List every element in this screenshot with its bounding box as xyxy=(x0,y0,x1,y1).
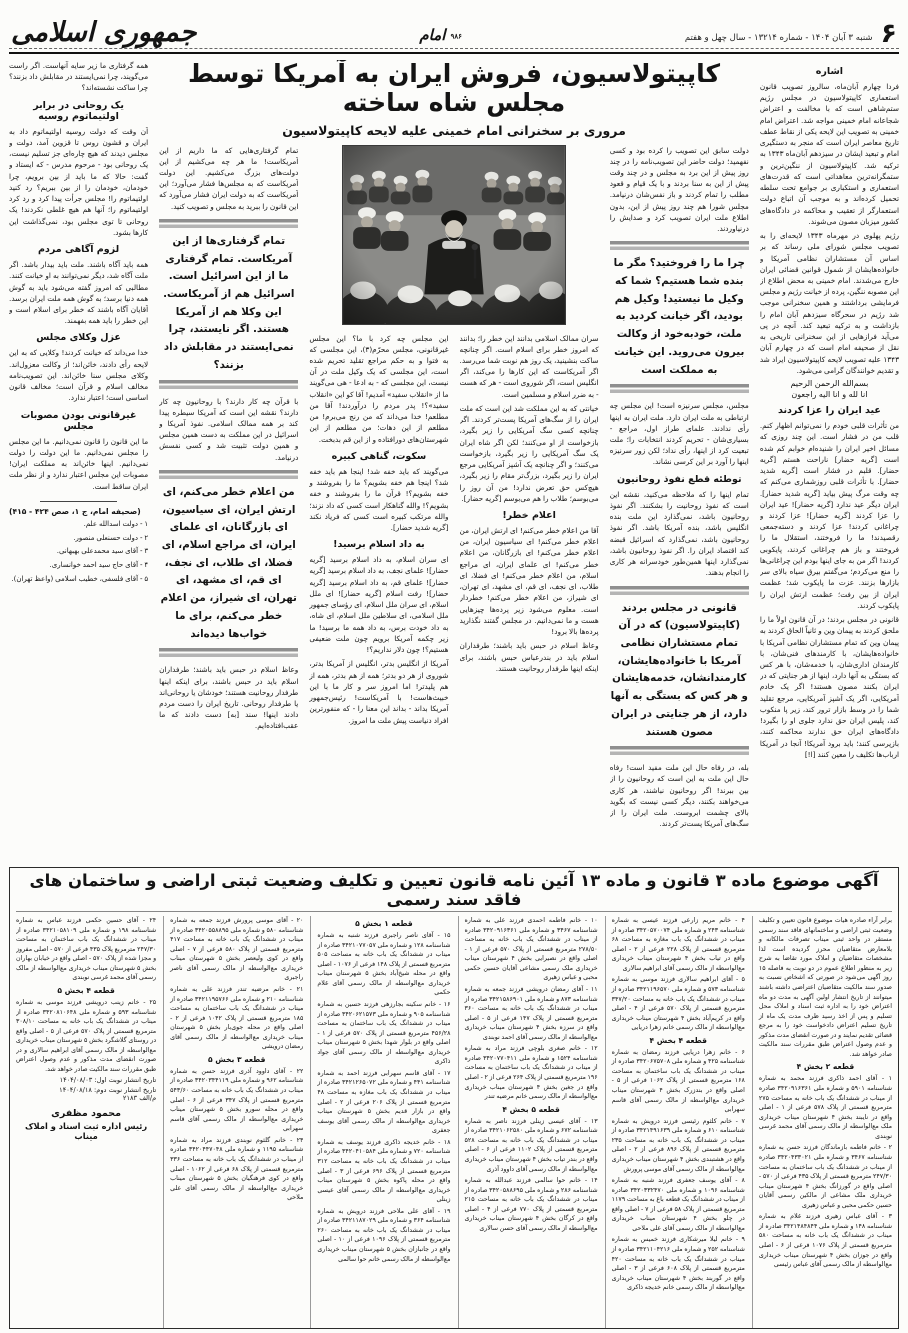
body-text: آقا من اعلام خطر می‌کنم! ای ارتش ایران، من اعلام خطر می‌کنم! ای سیاسیون ایران، من اعلام خطر می‌کنم! ای بازرگانان، من اعلام خطر می‌کنم! ای علمای ایران، ای مراجع اسلام، من اعلام خطر می‌کنم! ای فضلا، ای طلاب، ای نجف، ای قم، ای مشهد، ای تهران، ای شیراز، من اعلام خطر می‌کنم! خطردار است. معلوم می‌شود زیر پرده‌ها چیزهایی هست و ما نمی‌دانیم. در مجلس گفتند نگذارید پرده‌ها بالا برود! xyxy=(459,526,599,637)
sub-headline: اعلام خطر! xyxy=(502,510,556,522)
article-column-1 xyxy=(760,60,899,860)
body-text: آمریکا از انگلیس بدتر، انگلیس از آمریکا بدتر، شوروی از هر دو بدتر؛ همه از هم بدتر، همه از هم پلیدتر! اما امروز سر و کار ما با این خبیث‌هاست! با آمریکاست! رئیس‌جمهور آمریکا بداند - بداند این معنا را - که منفورترین افراد دنیاست پیش ملت ما امروز. xyxy=(309,659,449,725)
body-text: همه گرفتاری ما زیر سایه آنهاست. اگر راست می‌گویند، چرا نمی‌ایستند در مقابلش داد بزنند؟ چرا ساکت نشسته‌اند؟ xyxy=(9,61,149,93)
sub-headline: توطئه قطع نفوذ روحانیون xyxy=(617,473,742,485)
footnote: ۱ - دولت اسدالله علم. xyxy=(83,519,149,528)
body-text: وعاظ اسلام در حبس باید باشند؛ طرفداران اسلام باید در حبس باشند، برای اینکه اینها طرفدار روحانیت هستند؛ خودشان یا روحانی‌اند یا طرفدار روحانی. تاریخ ایران را دست مردم دادند اینها! سند [به] دست دادند که ما عقب‌افتاده‌ایم. xyxy=(159,665,299,731)
sub-headline-main: مروری بر سخنرانی امام خمینی علیه لایحه کاپیتولاسیون xyxy=(282,122,626,138)
ad-entry: ۱۰ - خانم فاطمه احمدی فرزند علی به شماره شناسنامه ۳۴۶۷ و شماره ملی ۳۴۲۰۹۱۶۳۶۱ صادره از میناب در ششدانگ یک باب خانه به مساحت ۲۷۸/۵۰ مترمربع قسمتی از پلاک ۵۷۰ فرعی از ۱ - اصلی واقع در نصیرایی بخش ۴ شهرستان میناب خریداری ملک رسمی مشاعی آقایان حسین حکمی محبی و عباس زهیری xyxy=(464,917,598,982)
body-text: قانونی در مجلس بردند؛ در آن قانون اولاً ما را ملحق کردند به پیمان وین و ثانیاً الحاق کردند به پیمان وین که تمام مستشاران نظامی آمریکا با خانواده‌هایشان، با کارمندهای فنی‌شان، با کارمندان اداری‌شان، با خدمه‌شان، با هر کس که بستگی به آنها دارد، اینها از هر جنایتی که در ایران بکنند مصون هستند! اگر یک خادم آمریکایی، اگر یک آشپز آمریکایی، مرجع تقلید شما را در وسط بازار ترور کند، زیر پا منکوب کند، پلیس ایران حق ندارد جلوی او را بگیرد! دادگاه‌های ایران حق ندارند محاکمه کنند، بازپرسی کنند؛ باید برود آمریکا! آنجا در آمریکا ارباب‌ها تکلیف را معین کنند [ا!] xyxy=(759,615,899,759)
pull-quote: قانونی در مجلس بردند (کاپیتولاسیون) که در آن تمام مستشاران نظامی آمریکا با خانواده‌هایشان، کارمندانشان، خدمه‌هایشان و هر کس که بستگی به آنها دارد، از هر جنایتی در ایران مصون هستند xyxy=(610,586,749,756)
page-number: ۶ xyxy=(880,17,897,49)
article-middle xyxy=(159,60,749,860)
ad-entry: ۶ - خانم زهرا دریایی فرزند رمضان به شماره شناسنامه ۴۲۵ و شماره ملی ۳۴۲۰۶۷۵۷۰۸ صادره از میناب در ششدانگ یک باب ساختمان به مساحت ۱۶۸ مترمربع قسمتی از پلاک ۱۰۶۲ فرعی از ۵ - اصلی واقع در بندزرک بخش ۴ شهرستان میناب خریداری مع‌الواسطه از مالک رسمی آقای قاسم سهرابی xyxy=(611,1048,745,1114)
body-text: رژیم پهلوی در مهرماه ۱۳۴۳ لایحه‌ای را به تصویب مجلس شورای ملی رساند که بر اساس آن مستشاران نظامی آمریکا و خانواده‌هایشان از شمول قوانین قضائی ایران خارج می‌شدند. امام خمینی به محض اطلاع از این مصوبه ننگین، پرده از خیانت رژیم و مجلس فرمایشی برداشتند و همین سخنرانی موجب شد رژیم در سحرگاه سیزدهم آبان امام را بازداشت و به ترکیه تبعید کند. آنچه در پی می‌آید فرازهایی از این سخنرانی تاریخی به نقل از صحیفه امام است که در چهارم آبان ۱۳۴۳ علیه تصویب لایحه کاپیتولاسیون ایراد شد و تقدیم خوانندگان گرامی می‌شود. xyxy=(759,231,899,375)
page-header-right xyxy=(684,17,897,49)
sub-headline: عزل وکلای مجلس xyxy=(36,332,121,344)
ad-entry: ۲۵ - خانم زینب درویشی فرزند موسی به شماره شناسنامه ۵۹۳ و شماره ملی ۳۴۲۰۸۱۰۶۴۸ صادره از میناب در ششدانگ یک باب خانه به مساحت ۳۰۸/۱۰ مترمربع قسمتی از پلاک ۵۷۰ فرعی از ۵ - اصلی واقع در روستای گلاشگرد بخش ۵ شهرستان میناب خریداری مع‌الواسطه از مالک رسمی آقای ابراهیم سالاری و در صورت انقضای مدت مذکور و عدم وصول اعتراض طبق مقررات سند مالکیت صادر خواهد شد. xyxy=(16,998,157,1073)
footnote: ۴ - آقای حاج سید احمد خوانساری. xyxy=(49,561,149,570)
article-column-2 xyxy=(610,145,749,861)
body-text: می‌گویند که باید خفه شد! اینجا هم باید خفه شد؟ اینجا هم خفه بشویم؟ ما را بفروشند و خفه بشویم؟! قرآن ما را بفروشند و خفه بشویم؟! والله گناهکار است کسی که داد نزند؛ والله مرتکب کبیره است کسی که فریاد نکند [گریه شدید حضار]. xyxy=(309,466,449,533)
ad-entry: برابر آراء صادره هیات موضوع قانون تعیین و تکلیف وضعیت ثبتی اراضی و ساختمانهای فاقد سند رسمی مستقر در واحد ثبتی میناب تصرفات مالکانه و بلامعارض متقاضیان محرز گردیده است لذا مشخصات متقاضیان و املاک مورد تقاضا به شرح زیر به منظور اطلاع عموم در دو نوبت به فاصله ۱۵ روز آگهی می‌شود در صورتی که اشخاص نسبت به صدور سند مالکیت متقاضیان اعتراضی داشته باشند میتوانند از تاریخ انتشار اولین آگهی به مدت دو ماه اعتراض خود را به اداره ثبت اسناد و املاک محل تسلیم و پس از اخذ رسید ظرف مدت یک ماه از تاریخ تسلیم اعتراض دادخواست خود را به مرجع قضائی تقدیم نمایند و در صورت انقضای مدت مذکور و عدم وصول اعتراض طبق مقررات سند مالکیت صادر خواهد شد. xyxy=(758,917,892,1058)
dateline: شنبه ۳ آبان ۱۴۰۴ - شماره ۱۳۲۱۴ - سال چهل و هفتم xyxy=(684,33,873,43)
ads-section-divider: قطعه ۲ بخش ۴ xyxy=(796,1062,855,1072)
pull-quote: تمام گرفتاری‌ها از این آمریکاست. تمام گرفتاری ما از این اسرائیل است. اسرائیل هم از آمریکاست. این وکلا هم از آمریکا هستند. اگر نایستند، چرا نمی‌ایستند در مقابلش داد بزنند؟ xyxy=(159,219,298,389)
body-text: همه باید آگاه باشند. ملت باید بیدار باشد. اگر ملت آگاه شد، دیگر نمی‌توانند به او خیانت کنند. مطالبی که امروز گفته می‌شود باید به گوش همه دنیا برسد؛ به گوش همه ملت ایران برسد. آقایان آگاه باشند که خطر برای اسلام است و این خطر را باید همه بفهمند. xyxy=(9,260,149,326)
ads-column-1 xyxy=(752,916,892,1329)
body-text: فردا چهارم آبان‌ماه، سالروز تصویب قانون استعماری کاپیتولاسیون در مجلس رژیم ستم‌شاهی است که با مخالفت و اعتراض شجاعانه امام خمینی مواجه شد. اعتراض امام خمینی به تصویب این لایحه یکی از نقاط عطف تاریخ معاصر ایران است که منجر به دستگیری امام و تبعید ایشان در سیزدهم آبان‌ماه ۱۳۴۳ به ترکیه شد. کاپیتولاسیون از ننگین‌ترین و ستمگرانه‌ترین معاهداتی است که قدرت‌های استعماری و استکباری بر جوامع تحت سلطه تحمیل کرده‌اند و به موجب آن اتباع دولت استعمارگر از تعقیب و محاکمه در دادگاه‌های کشور میزبان مصون می‌شوند. xyxy=(759,82,899,226)
section-name: امام xyxy=(419,26,446,44)
header-solid-rule xyxy=(9,52,899,54)
footnote: ۲ - دولت حسنعلی منصور. xyxy=(73,533,149,542)
ads-section-divider: قطعه ۱ بخش ۵ xyxy=(355,919,413,928)
ad-entry: ۲۲ - آقای داوود آذری فرزند حسن به شماره شناسنامه ۹۶۲ و شماره ملی ۳۴۲۰۳۴۴۱۱۹ صادره از میناب در ششدانگ یک باب خانه به مساحت ۵۴۳/۶۰ مترمربع قسمتی از پلاک ۳۴۷ فرعی از ۶ - اصلی واقع در محله سورو بخش ۵ شهرستان میناب خریداری مع‌الواسطه از مالک رسمی آقای قاسم سهرابی xyxy=(170,1067,304,1133)
ad-entry: ۱۹ - آقای علی ملاحی فرزند درویش به شماره شناسنامه ۳۶۴ و شماره ملی ۳۴۲۱۱۸۷۰۲۹ صادره از میناب در ششدانگ یک باب خانه به مساحت ۲۶۰ مترمربع قسمتی از پلاک ۱۰۹۶ فرعی از ۱۰ - اصلی واقع در جانبازان بخش ۵ شهرستان میناب خریداری مع‌الواسطه از مالک رسمی خانم حوا سالمی xyxy=(317,1207,451,1263)
ad-entry: ۱۵ - آقای ناصر راجبری فرزند شنبه به شماره شناسنامه ۱۲۸ و شماره ملی ۳۴۲۱۰۷۷۰۵۷ صادره از میناب در ششدانگ یک باب خانه به مساحت ۵۰۵ مترمربع قسمتی از پلاک ۱۴۸ فرعی از ۱۰۷۶ - اصلی واقع در محله شیخ‌آباد بخش ۵ شهرستان میناب خریداری مع‌الواسطه از مالک رسمی آقای غلام حکمی xyxy=(317,932,451,997)
body-text: مجلس، مجلس سرنیزه است! این مجلس چه ارتباطی به ملت ایران دارد. ملت ایران به اینها رأی ندادند. علمای طراز اول، مراجع - بسیاری‌شان - تحریم کردند انتخابات را؛ ملت تبعیت کرد از اینها، رأی نداد؛ لکن زور سرنیزه اینها را آورد بر این کرسی نشاند. xyxy=(609,401,749,467)
body-text: بله، در رفاه حال این ملت مفید است! رفاه حال این ملت به این است که روحانیون را از بین ببرند! اگر روحانیون نباشند، هر کاری می‌خواهند بکنند، دیگر کسی نیست که بگوید بالای چشمت ابروست. ملت ایران را از سگ‌های آمریکا پست‌تر کردند. xyxy=(609,763,749,829)
ad-entry: ۲۰ - آقای موسی پرورش فرزند جمعه به شماره شناسنامه ۵۸۰ و شماره ملی ۳۴۲۰۵۵۸۸۹۵ صادره از میناب در ششدانگ یک باب خانه به مساحت ۴۱۷ مترمربع قسمتی از پلاک ۵۸۰ فرعی از ۷ - اصلی واقع در کوی ولیعصر بخش ۵ شهرستان میناب خریداری مع‌الواسطه از مالک رسمی آقای ناصر راجبری xyxy=(170,917,304,982)
body-text: سران ممالک اسلامی بدانند این خطر را؛ بدانند که امروز خطر برای اسلام است. اگر چنانچه ساکت بنشینید، یک روز هم نوبت شما می‌رسد. اگر آمریکاست که این کارها را می‌کند، اگر انگلیس است، اگر شوروی است - هر که هست - به ضرر اسلام و مسلمین است. xyxy=(459,333,599,399)
ad-entry: ۳ - آقای عباس زهیری فرزند غلام به شماره شناسنامه ۱۴۸ و شماره ملی ۳۴۲۱۴۸۴۸۴۴ صادره از میناب در ششدانگ یک باب خانه به مساحت ۵۸۰ مترمربع قسمتی از پلاک ۱۰۷۶ فرعی از ۶ - اصلی واقع در جوزان بخش ۴ شهرستان میناب خریداری مع‌الواسطه از مالک رسمی آقای عباس رئیسی xyxy=(758,1213,892,1269)
section-number: ۹۸۶ xyxy=(450,31,462,41)
ads-section-divider: قطعه ۳ بخش ۵ xyxy=(207,1054,266,1064)
ad-entry: ۱۳ - آقای عیسی زینلی فرزند ناصر به شماره شناسنامه ۶۷۲ و شماره ملی ۳۴۲۱۰۶۲۵۸۰ صادره از میناب در ششدانگ یک باب خانه به مساحت ۵۲۸ مترمربع قسمتی از پلاک ۱۱۰۲ فرعی از ۶ - اصلی واقع در بندر تیاب بخش ۴ شهرستان میناب خریداری مع‌الواسطه از مالک رسمی آقای داوود آذری xyxy=(464,1117,598,1173)
ad-entry: ۸ - آقای یوسف جعفری فرزند شنبه به شماره شناسنامه ۱۰۹۶ و شماره ملی ۳۴۲۰۳۳۲۴۷۰ صادره از میناب در ششدانگ یک قطعه باغ به مساحت ۱۱۷۹ مترمربع قسمتی از پلاک ۵۸ فرعی از ۷ - اصلی واقع در چلو بخش ۴ شهرستان میناب خریداری مع‌الواسطه از مالک رسمی آقای علی ملاحی xyxy=(611,1177,745,1232)
notice-reference: م/الف ۲۱۸۳ xyxy=(122,1094,157,1103)
pull-quote: چرا ما را فروختید؟ مگر ما بنده شما هستیم؟ شما که وکیل ما نیستید! وکیل هم بودید، اگر خیانت کردید به ملت، خودبه‌خود از وکالت بیرون می‌روید. این خیانت به مملکت است xyxy=(610,241,749,393)
ads-section-divider: قطعه ۴ بخش ۵ xyxy=(57,985,115,995)
photo-container xyxy=(309,145,598,333)
body-text: این مجلس چه کرد با ما؟ این مجلس غیرقانونی، مجلس محرّم(۳)، این مجلسی که به فتوا و به حکم مراجع تقلید تحریم شده است، این مجلسی که یک وکیل ملت در آن نیست، این مجلسی که - به ادعا - هی می‌گویند ما از «انقلاب سفید» آمدیم! آقا کو این «انقلاب سفید»؟! پدر مردم را درآوردند! آقا من مطلعم! خدا می‌داند که من رنج می‌برم! من مطلعم از این دهات؛ من مطلعم از این شهرستان‌های دورافتاده و از این قم بدبخت. xyxy=(309,333,449,444)
ad-entry: ۱۱ - آقای رمضان درویشی فرزند جمعه به شماره شناسنامه ۸۷۳ و شماره ملی ۳۴۲۱۵۸۶۹۰۱ صادره از میناب در ششدانگ یک باب خانه به مساحت ۳۶۰ مترمربع قسمتی از پلاک ۱۴۷ فرعی از ۵ - اصلی واقع در سرزه بخش ۴ شهرستان میناب خریداری مع‌الواسطه از مالک رسمی آقای احمد نوبندی xyxy=(464,985,598,1041)
source-citation: (صحیفه امام، ج ۱، صص ۴۲۴ - ۴۱۵) xyxy=(9,506,141,516)
newspaper-logo: جمهوری اسلامی xyxy=(11,17,197,48)
main-article xyxy=(9,60,899,860)
article-column-6 xyxy=(9,60,148,860)
sub-headline: عید ایران را عزا کردند xyxy=(777,405,881,417)
body-text: من تأثرات قلبی خودم را نمی‌توانم اظهار کنم. قلب من در فشار است. این چند روزی که مسائل اخیر ایران را شنیده‌ام خوابم کم شده است [گریه حضار] ناراحت هستم [گریه حضار]. قلبم در فشار است [گریه شدید حضار]. با تأثرات قلبی روزشماری می‌کنم که چه وقت مرگ پیش بیاید [گریه شدید حضار]. ایران دیگر عید ندارد [گریه حضار]! عید ایران را عزا کردند [گریه حضار]! عزا کردند و چراغانی کردند! عزا کردند و دسته‌جمعی رقصیدند! ما را فروختند، استقلال ما را فروختند و باز هم چراغانی کردند، پایکوبی کردند! اگر من به جای اینها بودم این چراغانی‌ها را منع می‌کردم؛ می‌گفتم بیرق سیاه بالای سر بازارها بزنند. عزت ما پایکوب شد؛ عظمت ایران از بین رفت؛ عظمت ارتش ایران را پایکوب کردند. xyxy=(759,421,899,610)
legal-notices-section xyxy=(9,867,899,1329)
publication-date: تاریخ انتشار نوبت اول: ۱۴۰۴/۰۸/۰۳ xyxy=(59,1076,157,1085)
sub-headline: سکوت، گناهی کبیره xyxy=(331,450,427,462)
ad-entry: ۱۶ - خانم سکینه بجارزهی فرزند حسین به شماره شناسنامه ۹۰۵ و شماره ملی ۳۴۲۰۶۲۱۵۷۳ صادره از میناب در ششدانگ یک باب ساختمان به مساحت ۴۵۶/۲۸ مترمربع قسمتی از پلاک ۵۷۰ فرعی از ۱ - اصلی واقع در بلوار شهدا بخش ۵ شهرستان میناب خریداری مع‌الواسطه از مالک رسمی آقای جواد ذاکری xyxy=(317,1000,451,1066)
body-text: دولت سابق این تصویب را کرده بود و کسی نفهمید؛ دولت حاضر این تصویب‌نامه را در چند روز پیش از این برد به مجلس و در چند وقت پیش از این به سنا بردند و با یک قیام و قعود مطلب را تمام کردند و باز نفس‌شان درنیامد. مجلس شورا هم چند روز پیش از این، بدون اطلاع ملت ایران تصویب کرد و صدایش را درنیاوردند. xyxy=(609,145,749,234)
body-text: تمام گرفتاری‌هایی که ما داریم از این آمریکاست! ما هر چه می‌کشیم از این دولت‌های بزرگ می‌کشیم. این دولت آمریکاست که به مجلس‌ها فشار می‌آورد؛ این آمریکاست که به دولت ایران فشار می‌آورد که این قانون را ببرید به مجلس و تصویب کنید. xyxy=(159,145,299,211)
imam-speech-photo xyxy=(342,145,566,325)
footnote: ۳ - آقای سید محمدعلی بهبهانی. xyxy=(56,547,149,556)
ad-entry: ۲ - خانم فاطمه بازماندگان فرزند حسن به شماره شناسنامه ۳۴۶۷ و شماره ملی ۳۴۲۰۴۳۳۰۲۱ صادره از میناب در ششدانگ یک باب ساختمان به مساحت ۲۴۷/۳۰ مترمربع قسمتی از پلاک ۴۳۵ فرعی از ۵۷۰ - اصلی واقع در گورزانگ بخش ۴ شهرستان میناب خریداری ملک مشاعی از مالکین رسمی آقایان حسین حکمی محبی و عباس زهیری xyxy=(758,1144,892,1209)
ad-entry: ۷ - خانم کلثوم رئیسی فرزند درویش به شماره شناسنامه ۶۱۰ و شماره ملی ۳۴۲۱۴۹۱۶۳۹ صادره از میناب در ششدانگ یک باب خانه به مساحت ۲۳۵ مترمربع قسمتی از پلاک ۸۹۶ فرعی از ۲ - اصلی واقع در هشتبندی بخش ۴ شهرستان میناب خریداری مع‌الواسطه از مالک رسمی آقای موسی پرورش xyxy=(611,1117,745,1173)
sub-headline: غیرقانونی بودن مصوبات مجلس xyxy=(20,409,137,432)
ad-entry: ۲۳ - خانم گلثوم نوبندی فرزند مراد به شماره شناسنامه ۱۱۹۵ و شماره ملی ۳۴۲۰۴۴۷۰۴۸ صادره از میناب در ششدانگ یک باب خانه به مساحت ۳۳۶ مترمربع قسمتی از پلاک ۶۸ فرعی از ۱۰۶۲ - اصلی واقع در کوی فرهنگیان بخش ۵ شهرستان میناب خریداری مع‌الواسطه از مالک رسمی آقای علی ملاحی xyxy=(170,1136,304,1202)
footnote: ۵ - آقای فلسفی، خطیب اسلامی (واعظ تهران). xyxy=(11,574,149,583)
ads-column-6 xyxy=(16,916,156,1329)
main-headline: کاپیتولاسیون، فروش ایران به آمریکا توسط مجلس شاه ساخته xyxy=(187,60,721,117)
section-label xyxy=(419,26,462,46)
ad-entry: ۵ - آقای ابراهیم سالاری فرزند موسی به شماره شناسنامه ۵۷۳ و شماره ملی ۳۴۲۱۱۹۶۵۷۰ صادره از میناب در ششدانگ یک باب خانه به مساحت ۳۴۷/۲۰ مترمربع قسمتی از پلاک ۵۷۰ فرعی از ۴ - اصلی واقع در کریم‌آباد بخش ۴ شهرستان میناب خریداری مع‌الواسطه از مالک رسمی خانم زهرا دریایی xyxy=(611,976,745,1032)
body-text: تمام اینها را که ملاحظه می‌کنید، نقشه این است که نفوذ روحانیت را بشکنند. اگر نفوذ روحانیون باشد، نمی‌گذارد این ملت بنده انگلیس باشد، بنده آمریکا باشد. اگر نفوذ روحانیون باشد، نمی‌گذارد که اسرائیل قبضه کند اقتصاد ایران را. اگر نفوذ روحانیون باشد، نمی‌گذارد اینها همین‌طور خودسرانه هر کاری را انجام بدهند. xyxy=(609,489,749,578)
ads-column-3 xyxy=(458,916,598,1329)
sub-headline: لزوم آگاهی مردم xyxy=(38,244,120,256)
ads-column-2 xyxy=(605,916,745,1329)
centered-line: انا لله و انا الیه راجعون xyxy=(791,390,868,400)
ad-entry: ۲۱ - خانم مرضیه تندر فرزند علی به شماره شناسنامه ۲۱۰ و شماره ملی ۳۴۲۱۱۹۵۷۶۶ صادره از میناب در ششدانگ یک باب ساختمان به مساحت ۱۸۵ مترمربع قسمتی از پلاک ۱۰۴۲ فرعی از ۲ - اصلی واقع در محله جوی‌بار بخش ۵ شهرستان میناب خریداری مع‌الواسطه از مالک رسمی آقای رمضان درویشی xyxy=(170,985,304,1051)
ad-entry: ۲۴ - آقای حسین حکمی فرزند عباس به شماره شناسنامه ۱۹۸ و شماره ملی ۳۴۲۱۰۵۸۱۰۹ صادره از میناب در ششدانگ یک باب ساختمان به مساحت ۲۴۷/۳۰ مترمربع پلاک ۴۳۵ فرعی از ۵۷۰ - اصلی مفروز و مجزا شده از پلاک ۵۷۰ - اصلی واقع در خیابان بهاران بخش ۵ شهرستان میناب خریداری مع‌الواسطه از مالک رسمی آقای محمد غرسی نوبندی xyxy=(16,917,157,982)
header-dashed-rule xyxy=(9,48,899,49)
body-text: ای سران اسلام، به داد اسلام برسید [گریه حضار]! علمای نجف، به داد اسلام برسید [گریه حضار]! علمای قم، به داد اسلام برسید [گریه حضار]! رفت اسلام [گریه حضار]! ای ملل اسلام، ای سران ملل اسلام، ای رؤسای جمهور ملل اسلامی، ای سلاطین ملل اسلام، ای شاه، به داد خودت برس، به داد همه ما برسید! ما زیر چکمه آمریکا برویم چون ملت ضعیفی هستیم؟! چون دلار نداریم؟! xyxy=(309,555,449,655)
footnote-rule xyxy=(40,501,117,502)
legal-notice-grid xyxy=(16,916,892,1329)
ad-entry: ۹ - خانم لیلا میرشکاری فرزند خمیس به شماره شناسنامه ۲۵۲ و شماره ملی ۳۴۲۱۱۰۴۲۱۶ صادره از میناب در ششدانگ یک باب خانه به مساحت ۴۲۰ مترمربع قسمتی از پلاک ۶۰۸ فرعی از ۳ - اصلی واقع در گوربند بخش ۴ شهرستان میناب خریداری مع‌الواسطه از مالک رسمی خانم خدیجه ذاکری xyxy=(611,1236,745,1292)
sub-headline: اشاره xyxy=(815,66,844,77)
centered-line: بسم‌الله الرحمن الرحیم xyxy=(790,379,869,389)
body-text: آن وقت که دولت روسیه اولتیماتوم داد به ایران و قشون روس تا قزوین آمد، دولت و مجلس دیدند که هیچ چاره‌ای جز تسلیم نیست، یک روحانی بود - مرحوم مدرس - که ایستاد و گفت: حالا که ما باید از بین برویم، چرا خودمان، خودمان را از بین ببریم؟ رد کنید اولتیماتوم را! مجلس جرأت پیدا کرد و رد کرد اولتیماتوم را؛ آنها هم هیچ غلطی نکردند! یک روحانی تا توی مجلس بود، نمی‌گذاشت این کارها بشود. xyxy=(9,126,149,237)
ad-entry: ۱ - آقای احمد ذاکری فرزند محمد به شماره شناسنامه ۵۹۰۱ و شماره ملی ۳۴۲۰۹۱۶۳۶۱ صادره از میناب در ششدانگ یک باب خانه به مساحت ۲۷۵ مترمربع قسمتی از پلاک ۵۷۸ فرعی از ۱ - اصلی واقع در نایبند بخش ۴ شهرستان میناب خریداری ملک مع‌الواسطه از مالک رسمی آقای محمد غرسی نوبندی xyxy=(758,1075,892,1140)
ad-entry: ۴ - خانم مریم زارعی فرزند عیسی به شماره شناسنامه ۲۴۳ و شماره ملی ۳۴۲۰۵۷۰۰۷۴ صادره از میناب در ششدانگ یک باب مغازه به مساحت ۶۸ مترمربع قسمتی از پلاک ۲۲۸ فرعی از ۲ - اصلی واقع در تیاب بخش ۴ شهرستان میناب خریداری مع‌الواسطه از مالک رسمی آقای ابراهیم سالاری xyxy=(611,917,745,972)
article-column-3 xyxy=(460,333,599,861)
pull-quote: من اعلام خطر می‌کنم، ای ارتش ایران، ای سیاسیون، ای بازرگانان، ای علمای ایران، ای مراجع اسلام، ای فضلا، ای طلاب، ای نجف، ای قم، ای مشهد، ای تهران، ای شیراز، من اعلام خطر می‌کنم، برای ما خواب‌ها دیده‌اند xyxy=(159,470,298,657)
signature-name: محمود مظفری xyxy=(51,1108,121,1120)
article-column-5 xyxy=(159,145,298,861)
ads-column-4 xyxy=(310,916,450,1329)
body-text: خیانتی که به این مملکت شد این است که ملت ایران را از سگ‌های آمریکا پست‌تر کردند. اگر چنانچه کسی سگ آمریکایی را زیر بگیرد، بازخواست از او می‌کنند؛ لکن اگر شاه ایران یک سگ آمریکایی را زیر بگیرد، بازخواست می‌کنند؛ و اگر چنانچه یک آشپز آمریکایی مرجع ایران را زیر بگیرد، بزرگ‌تر مقام را زیر بگیرد، هیچ‌کس حق تعرض ندارد! من آن روز را می‌بوسم؛ طلاب را هم می‌بوسم [گریه حضار]. xyxy=(459,403,599,503)
ads-column-5 xyxy=(163,916,303,1329)
ad-entry: ۱۷ - آقای قاسم سهرابی فرزند احمد به شماره شناسنامه ۴۴۱ و شماره ملی ۳۴۲۱۲۶۵۰۷۲ صادره از میناب در ششدانگ یک باب مغازه به مساحت ۴۸ مترمربع قسمتی از پلاک ۲۰۶ فرعی از ۲ - اصلی واقع در بازار قدیم بخش ۵ شهرستان میناب خریداری مع‌الواسطه از مالک رسمی آقای یوسف جعفری xyxy=(317,1069,451,1135)
body-text: ما این قانون را قانون نمی‌دانیم. ما این مجلس را مجلس نمی‌دانیم. ما این دولت را دولت نمی‌دانیم. اینها خائن‌اند به مملکت ایران! مصوبات این مجلس اعتبار ندارد و از نظر ملت ایران ساقط است. xyxy=(9,436,149,491)
body-text: خدا می‌داند که خیانت کردند! وکلایی که به این لایحه رأی دادند، خائن‌اند؛ از وکالت معزول‌اند. وکلای مجلس سنا خائن‌اند. این تصویب‌نامه مخالف اسلام و قرآن است؛ مخالف قانون اساسی است؛ اعتبار ندارد. xyxy=(9,348,149,403)
publication-date: تاریخ انتشار نوبت دوم: ۱۴۰۴/۰۸/۱۸ xyxy=(59,1086,157,1095)
body-text: وعاظ اسلام در حبس باید باشند؛ طرفداران اسلام باید در بندرعباس حبس باشند، برای اینکه اینها طرفدار روحانیت هستند. xyxy=(459,641,599,673)
sub-headline: به داد اسلام برسید! xyxy=(333,539,425,551)
ad-entry: ۱۲ - خانم صغری بلوچی فرزند مراد به شماره شناسنامه ۱۵۲۴ و شماره ملی ۳۴۲۰۷۷۰۴۱۱ صادره از میناب در ششدانگ یک باب ساختمان به مساحت ۱۹۶ مترمربع قسمتی از پلاک ۲۶۴ فرعی از ۲ - اصلی واقع در جغین بخش ۴ شهرستان میناب خریداری مع‌الواسطه از مالک رسمی خانم مرضیه تندر xyxy=(464,1045,598,1101)
signature-title: رئیس اداره ثبت اسناد و املاک میناب xyxy=(25,1121,148,1142)
article-column-4 xyxy=(309,333,448,861)
page-header xyxy=(9,6,899,49)
legal-notice-title: آگهی موضوع ماده ۳ قانون و ماده ۱۳ آئین نامه قانون تعیین و تکلیف وضعیت ثبتی اراضی و ساختمان های فاقد سند رسمی xyxy=(16,871,892,912)
ads-section-divider: قطعه ۵ بخش ۴ xyxy=(502,1104,560,1114)
article-inner-grid xyxy=(159,145,749,861)
body-text: با قرآن چه کار دارند؟ با روحانیون چه کار دارند؟ نقشه این است که آمریکا سیطره پیدا کند بر همه ممالک اسلامی. نفوذ آمریکا و اسرائیل در این مملکت به دست همین مجلس و همین دولت تثبیت شد و کسی نفسش درنیامد. xyxy=(159,396,299,462)
ad-entry: ۱۸ - خانم خدیجه ذاکری فرزند یوسف به شماره شناسنامه ۷۲۰ و شماره ملی ۳۴۲۰۴۱۰۵۸۴ صادره از میناب در ششدانگ یک باب خانه به مساحت ۳۱۲ مترمربع قسمتی از پلاک ۶۹۶ فرعی از ۳ - اصلی واقع در محله پاکوه بخش ۵ شهرستان میناب خریداری مع‌الواسطه از مالک رسمی آقای عیسی زینلی xyxy=(317,1138,451,1204)
ad-entry: ۱۴ - خانم حوا سالمی فرزند عبدالله به شماره شناسنامه ۲۸۶ و شماره ملی ۳۴۲۰۵۸۸۶۹۵ صادره از میناب در ششدانگ یک باب خانه به مساحت ۲۱۵ مترمربع قسمتی از پلاک ۷۷۰ فرعی از ۴ - اصلی واقع در کرگان بخش ۴ شهرستان میناب خریداری مع‌الواسطه از مالک رسمی آقای حسن سالاری xyxy=(464,1177,598,1232)
sub-headline: یک روحانی در برابر اولتیماتوم روسیه xyxy=(33,99,124,122)
ads-section-divider: قطعه ۴ بخش ۴ xyxy=(649,1035,708,1045)
